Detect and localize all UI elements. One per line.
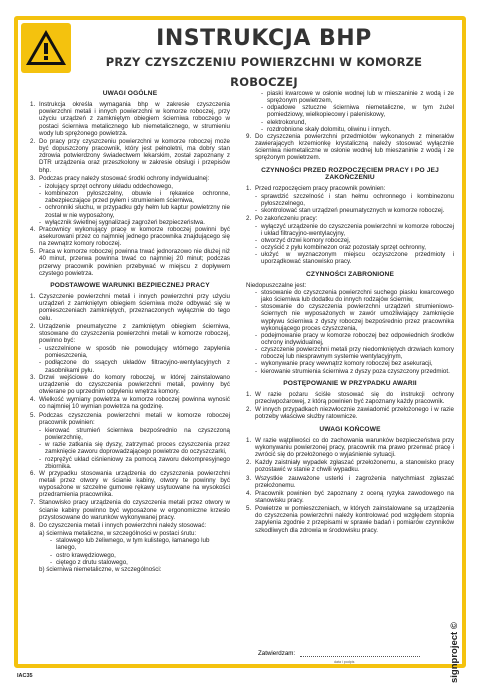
list-item: - uszczelnione w sposób nie powodujący wtórnego zapylenia pomieszczenia, [39,345,230,360]
numbered-item [30,412,230,426]
item-text: Wielkość wymiany powietrza w komorze roboczej powinna wynosić co najmniej 10 wymian powietrza na godzinę. [39,396,230,411]
right-column [246,90,454,535]
item-number: 3. [30,174,36,182]
numbered-item [246,437,454,458]
list-item-text: oczyścić z pyłu kombinezon oraz pozostały sprzęt ochronny, [261,244,426,252]
item-number: 9. [246,132,252,140]
list-item-text: ciętego z drutu stalowego, [56,558,128,566]
item-text: Po zakończeniu pracy: [255,214,318,222]
list-item-text: ochronniki słuchu, w przypadku gdy hełm lub kaptur powietrzny nie został w nie wyposażony, [45,204,230,219]
sign-code: IAC35 [17,673,33,679]
list-item: - stosowanie do czyszczenia powierzchni suchego piasku kwarcowego jako ścierniwa lub dodatku do innych rodzajów ścierniw, [255,288,454,304]
list-item-text: czyszczenie powierzchni metali przy niedomkniętych drzwiach komory roboczej lub niesprawnym systemie wentylacyjnym, [261,346,454,361]
numbered-item [246,490,454,504]
item-number: 2. [246,459,252,467]
numbered-item [30,470,230,499]
list-item: - oczyścić z pyłu kombinezon oraz pozostały sprzęt ochronny, [246,244,454,251]
item-text: Czyszczenie powierzchni metali i innych powierzchni przy użyciu urządzeń z zamkniętym obiegiem ścierniwa może odbywać się w pomieszczeniach zamkniętych, przeznaczonych wyłącznie do tego celu. [39,293,230,322]
forbidden-intro: Niedopuszczalne jest: [246,281,307,289]
list-item: - ciętego z drutu stalowego, [50,558,128,566]
section-title-general: UWAGI OGÓLNE [102,90,158,97]
list-item-text: odpadowe sztuczne ścierniwa niemetaliczne, w tym żużel pomiedziowy, wielkopiecowy i paleniskowy, [267,104,454,119]
item-text: W przypadku stosowania urządzenia do czyszczenia powierzchni metali przez otwory w ścianie kabiny, otwory te powinny być wyposażone w szczelne gumowe rękawy usytuowane na wysokości przedramienia pracownika. [39,469,230,499]
item-text: Pracownik powinien być zapoznany z oceną ryzyka zawodowego na stanowisku pracy. [255,489,454,504]
list-item: - stosowanie do czyszczenia powierzchni urządzeń strumieniowo-ściernych nie wyposażonych w zawór umożliwiający zamknięcie wypływu ścierniwa z dyszy roboczej bezpośrednio przez pracownika wykonującego proces czyszczenia, [255,303,454,332]
numbered-item [30,175,230,182]
numbered-item [30,226,230,247]
list-item: - w razie zatkania się dyszy, zatrzymać proces czyszczenia przez zamknięcie zaworu doprowadzającego powietrze do oczyszczarki, [39,441,230,456]
item-text: Praca w komorze roboczej powinna trwać jednorazowo nie dłużej niż 40 minut, przerwa powinna trwać co najmniej 20 minut; podczas przerwy pracownik powinien przebywać w miejscu z dopływem czystego powietrza. [39,248,230,277]
list-item: b) ścierniwa niemetaliczne, w szczególności: [39,565,162,573]
numbered-item [30,499,230,520]
numbered-item [246,475,454,489]
numbered-item [30,323,230,344]
list-item-text: podejmowanie pracy w komorze roboczej bez odpowiednich środków ochrony indywidualnej, [261,331,454,346]
list-item-text: kierować strumień ścierniwa bezpośrednio na czyszczoną powierzchnię, [45,426,230,442]
list-item: - wyłącznik świetlnej sygnalizacji zagrożeń bezpieczeństwa. [30,219,230,226]
item-number: 1. [246,436,252,444]
numbered-item [30,138,230,174]
list-item: - piaski kwarcowe w osłonie wodnej lub w mieszaninie z wodą i ze sprężonym powietrzem, [261,90,454,105]
numbered-item [246,391,454,405]
list-item: - rozdrobnione skały dolomitu, oliwinu i innych. [252,126,454,133]
item-text: Do czyszczenia powierzchni przedmiotów wykonanych z minerałów zawierających krzemionkę krystaliczną należy stosować wyłącznie ścierniwa niemetaliczne w osłonie wodnej lub mieszaninie z wodą i ze sprężonym powietrzem. [255,132,454,162]
list-item: a) ścierniwa metaliczne, w szczególności w postaci śrutu: [39,530,197,538]
item-number: 8. [30,521,36,529]
list-item: - wykonywanie pracy wewnątrz komory roboczej bez asekuracji, [246,360,454,367]
list-item: - otworzyć drzwi komory roboczej, [246,237,454,244]
list-item-text: wykonywanie pracy wewnątrz komory roboczej bez asekuracji, [261,360,433,368]
numbered-item [30,248,230,277]
numbered-item [30,101,230,137]
list-item-text: rozprężyć układ ciśnieniowy za pomocą zaworu dekompresyjnego zbiornika. [45,455,230,470]
item-text: Urządzenie pneumatyczne z zamkniętym obiegiem ścierniwa, stosowane do czyszczenia powierzchni metali w komorze roboczej, powinno być: [39,322,230,344]
list-item-text: kierowanie strumienia ścierniwa z dyszy poza czyszczony przedmiot. [261,367,450,375]
item-text: Podczas czyszczenia powierzchni metali w komorze roboczej pracownik powinien: [39,411,230,426]
item-number: 4. [246,489,252,497]
item-number: 2. [246,406,252,414]
numbered-item [246,406,454,420]
list-item-text: kombinezon pyłoszczelny, obuwie i rękawice ochronne, zabezpieczające przed pyłem i strumieniem ścierniwa, [45,190,230,205]
list-item-text: wyłączyć urządzenie do czyszczenia powierzchni w komorze roboczej i układ filtracyjno-wentylacyjny, [261,222,454,237]
list-item-text: stosowanie do czyszczenia powierzchni suchego piasku kwarcowego jako ścierniwa lub dodatku do innych rodzajów ścierniw, [261,288,454,304]
list-item: - podłączone do ssących układów filtracyjno-wentylacyjnych z zasobnikami pyłu. [39,359,230,374]
list-item-text: w razie zatkania się dyszy, zatrzymać proces czyszczenia przez zamknięcie zaworu doprowadzającego powietrze do oczyszczarki, [45,441,230,456]
list-item: - ułożyć w wyznaczonym miejscu oczyszczone przedmioty i uporządkować stanowisko pracy. [255,251,454,266]
item-number: 5. [30,248,36,256]
numbered-item [30,522,230,529]
item-text: Każdy zaistniały wypadek zgłaszać przełożonemu, a stanowisko pracy pozostawić w stanie z chwili wypadku. [255,459,454,474]
list-item-text: podłączone do ssących układów filtracyjno-wentylacyjnych z zasobnikami pyłu. [45,359,230,374]
list-item: - kierowanie strumienia ścierniwa z dyszy poza czyszczony przedmiot. [246,368,454,375]
list-item-text: piaski kwarcowe w osłonie wodnej lub w mieszaninie z wodą i ze sprężonym powietrzem, [267,90,454,105]
item-text: Wszystkie zauważone usterki i zagrożenia natychmiast zgłaszać przełożonemu. [255,474,454,489]
list-item-text: izolujący sprzęt ochrony układu oddechowego, [45,182,173,190]
list-item: - ochronniki słuchu, w przypadku gdy hełm lub kaptur powietrzny nie został w nie wyposażony, [39,204,230,219]
item-number: 1. [30,101,36,109]
section-title-final-notes: UWAGI KOŃCOWE [319,425,381,433]
numbered-item [246,459,454,473]
item-text: Pracownicy wykonujący pracę w komorze roboczej powinni być asekurowani przez co najmniej jednego pracownika znajdującego się na zewnątrz komory roboczej. [39,225,230,248]
item-text: Instrukcja określa wymagania bhp w zakresie czyszczenia powierzchni metali i innych powierzchni w komorze roboczej, przy użyciu urządzeń z zamkniętym obiegiem ścierniwa roboczego w postaci ścierniwa metalicznego lub niemetalicznego, w strumieniu wody lub sprężonego powietrza. [39,101,230,137]
list-item: - skontrolować stan urządzeń pneumatycznych w komorze roboczej. [246,207,454,214]
list-item-text: ułożyć w wyznaczonym miejscu oczyszczone przedmioty i uporządkować stanowisko pracy. [261,251,454,266]
item-text: W razie wątpliwości co do zachowania warunków bezpieczeństwa przy wykonywaniu powierzonej pracy, pracownik ma prawo przerwać pracę i zwrócić się do przełożonego o wyjaśnienie sytuacji. [255,436,454,459]
item-number: 2. [30,322,36,330]
numbered-item [246,215,454,222]
list-item-text: wyłącznik świetlnej sygnalizacji zagrożeń bezpieczeństwa. [45,218,205,226]
numbered-item [246,505,454,534]
item-number: 7. [30,499,36,507]
section-title-conditions: PODSTAWOWE WARUNKI BEZPIECZNEJ PRACY [50,281,210,289]
item-number: 5. [30,411,36,419]
section-title-before-after: CZYNNOŚCI PRZED ROZPOCZĘCIEM PRACY I PO JEJ ZAKOŃCZENIU [261,166,439,181]
item-number: 2. [246,214,252,222]
item-text: Stanowisko pracy urządzenia do czyszczenia metali przez otwory w ścianie kabiny powinno być wyposażone w ergonomiczne krzesło przystosowane do warunków wykonywanej pracy. [39,499,230,521]
list-item: - czyszczenie powierzchni metali przy niedomkniętych drzwiach komory roboczej lub niesprawnym systemie wentylacyjnym, [255,346,454,361]
item-number: 6. [30,469,36,477]
list-item-text: sprawdzić szczelność i stan hełmu ochronnego i kombinezonu pyłoszczelnego, [261,193,454,208]
list-item: - ostro krawędziowego, [50,551,116,559]
item-text: Do czyszczenia metali i innych powierzchni należy stosować: [39,521,207,529]
left-column [30,90,230,573]
item-text: Drzwi wejściowe do komory roboczej, w której zainstalowano urządzenie do czyszczenia powierzchni metali, powinny być otwierane po uprzednim odpyleniu wnętrza komory. [39,373,230,396]
section-title-forbidden: CZYNNOŚCI ZABRONIONE [306,270,394,278]
section-title-emergency: POSTĘPOWANIE W PRZYPADKU AWARII [283,379,417,387]
list-item: - odpadowe sztuczne ścierniwa niemetaliczne, w tym żużel pomiedziowy, wielkopiecowy i paleniskowy, [261,104,454,119]
list-item: - wyłączyć urządzenie do czyszczenia powierzchni w komorze roboczej i układ filtracyjno-wentylacyjny, [255,222,454,237]
item-number: 4. [30,396,36,404]
item-number: 3. [246,474,252,482]
list-item-text: otworzyć drzwi komory roboczej, [261,236,351,244]
item-number: 2. [30,137,36,145]
item-number: 5. [246,505,252,513]
list-item-text: ostro krawędziowego, [56,551,116,559]
list-item: - izolujący sprzęt ochrony układu oddechowego, [30,183,230,190]
list-item-text: elektrokorund, [267,118,307,126]
list-item: - kombinezon pyłoszczelny, obuwie i rękawice ochronne, zabezpieczające przed pyłem i strumieniem ścierniwa, [39,190,230,205]
item-number: 1. [246,184,252,192]
numbered-item [246,185,454,192]
list-item-text: uszczelnione w sposób nie powodujący wtórnego zapylenia pomieszczenia, [45,345,230,360]
title-sub: PRZY CZYSZCZENIU POWIERZCHNI W KOMORZE ROBOCZEJ [105,55,423,89]
item-number: 4. [30,225,36,233]
signature-hint: data i podpis [334,660,355,664]
list-item-text: rozdrobnione skały dolomitu, oliwinu i innych. [267,125,391,133]
item-text: W razie pożaru ściśle stosować się do instrukcji ochrony przeciwpożarowej, z którą powinien być zapoznany każdy pracownik. [255,390,454,406]
item-text: Do pracy przy czyszczeniu powierzchni w komorze roboczej może być dopuszczony pracownik, który jest pełnoletni, ma dobry stan zdrowia potwierdzony świadectwem lekarskim, został zapoznany z DTR urządzenia oraz przeszkolony w zakresie obsługi i przepisów bhp. [39,137,230,174]
item-number: 1. [246,390,252,398]
numbered-item [246,133,454,162]
list-item: - sprawdzić szczelność i stan hełmu ochronnego i kombinezonu pyłoszczelnego, [255,193,454,208]
numbered-item [30,396,230,410]
signature-line [300,656,420,657]
list-item: - elektrokorund, [252,119,454,126]
page-title [78,26,450,92]
item-text: Przed rozpoczęciem pracy pracownik powinien: [255,184,386,192]
brand-mark: signproject © [449,622,460,683]
list-item-text: stosowanie do czyszczenia powierzchni urządzeń strumieniowo-ściernych nie wyposażonych w zawór umożliwiający zamknięcie wypływu ścierniwa z dyszy roboczej bezpośrednio przez pracownika wykonującego proces czyszczenia, [261,303,454,332]
list-item-text: stalowego lub żeliwnego, w tym kulistego, łamanego lub lanego, [56,537,210,552]
list-item: - rozprężyć układ ciśnieniowy za pomocą zaworu dekompresyjnego zbiornika. [39,455,230,470]
item-number: 1. [30,293,36,301]
title-main: INSTRUKCJA BHP [156,26,372,51]
item-text: W innych przypadkach niezwłocznie zawiadomić przełożonego i w razie potrzeby właściwe służby ratownicze. [255,406,454,421]
list-item: - stalowego lub żeliwnego, w tym kulistego, łamanego lub lanego, [30,537,230,551]
item-text: Podczas pracy należy stosować środki ochrony indywidualnej: [39,174,210,182]
list-item: - kierować strumień ścierniwa bezpośrednio na czyszczoną powierzchnię, [39,426,230,442]
list-item-text: skontrolować stan urządzeń pneumatycznych w komorze roboczej. [261,207,445,215]
numbered-item [30,293,230,322]
item-number: 3. [30,373,36,381]
approval-label: Zatwierdzam: [258,650,296,657]
warning-triangle-icon [21,23,71,73]
numbered-item [30,374,230,395]
item-text: Powietrze w pomieszczeniach, w których zainstalowane są urządzenia do czyszczenia powierzchni należy kontrolować pod względem stopnia zapylenia zgodnie z przepisami w sprawie badań i pomiarów czynników szkodliwych dla zdrowia w środowisku pracy. [255,505,454,534]
list-item: - podejmowanie pracy w komorze roboczej bez odpowiednich środków ochrony indywidualnej, [255,331,454,346]
